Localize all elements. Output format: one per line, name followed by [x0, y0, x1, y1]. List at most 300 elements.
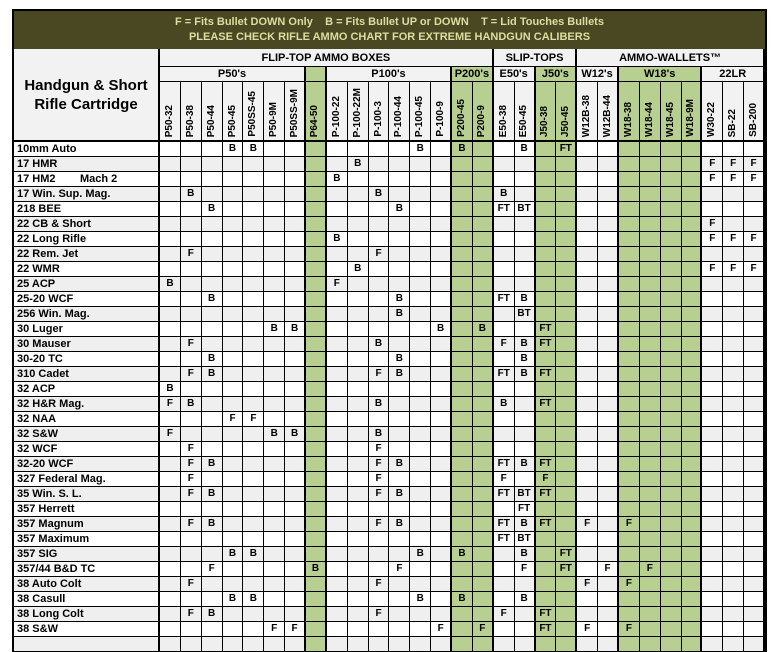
ammo-cell	[410, 607, 431, 622]
ammo-cell	[619, 502, 640, 517]
cartridge-row-label: 38 S&W	[14, 622, 160, 637]
ammo-cell	[577, 367, 598, 382]
ammo-cell	[348, 427, 369, 442]
ammo-cell	[494, 637, 515, 652]
ammo-cell	[619, 292, 640, 307]
ammo-cell	[306, 637, 327, 652]
ammo-cell	[577, 502, 598, 517]
ammo-cell	[306, 382, 327, 397]
ammo-cell	[431, 532, 452, 547]
ammo-cell	[223, 367, 244, 382]
ammo-cell	[556, 262, 577, 277]
ammo-cell	[223, 352, 244, 367]
ammo-cell	[556, 367, 577, 382]
ammo-cell: B	[515, 517, 536, 532]
ammo-cell	[682, 592, 703, 607]
ammo-cell	[640, 547, 661, 562]
ammo-cell: F	[744, 172, 765, 187]
ammo-cell	[369, 502, 390, 517]
ammo-cell	[577, 292, 598, 307]
ammo-cell	[640, 352, 661, 367]
ammo-cell	[389, 472, 410, 487]
cartridge-row-label: 327 Federal Mag.	[14, 472, 160, 487]
ammo-cell	[598, 217, 619, 232]
ammo-cell	[682, 577, 703, 592]
ammo-cell: BT	[515, 532, 536, 547]
ammo-cell: FT	[536, 397, 557, 412]
ammo-cell	[285, 382, 306, 397]
ammo-cell	[556, 322, 577, 337]
ammo-cell	[577, 217, 598, 232]
ammo-cell	[348, 172, 369, 187]
ammo-cell	[682, 202, 703, 217]
ammo-cell	[744, 292, 765, 307]
ammo-cell	[285, 292, 306, 307]
ammo-cell	[202, 172, 223, 187]
ammo-cell	[661, 187, 682, 202]
ammo-cell: FT	[494, 367, 515, 382]
ammo-cell	[682, 367, 703, 382]
subgroup-header: P50's	[160, 67, 306, 82]
ammo-cell	[348, 307, 369, 322]
ammo-cell	[577, 307, 598, 322]
ammo-cell	[285, 307, 306, 322]
group-header: AMMO-WALLETS™	[577, 49, 765, 67]
ammo-cell	[536, 502, 557, 517]
ammo-cell	[264, 397, 285, 412]
ammo-cell	[223, 202, 244, 217]
ammo-cell	[556, 292, 577, 307]
ammo-cell	[473, 217, 494, 232]
ammo-cell	[536, 307, 557, 322]
ammo-cell	[682, 607, 703, 622]
ammo-cell: F	[431, 622, 452, 637]
ammo-cell	[619, 382, 640, 397]
ammo-cell	[723, 337, 744, 352]
ammo-cell	[661, 487, 682, 502]
column-header-P-100-3: P-100-3	[369, 82, 390, 142]
ammo-cell	[327, 592, 348, 607]
ammo-cell	[515, 157, 536, 172]
ammo-cell	[452, 502, 473, 517]
ammo-cell	[640, 457, 661, 472]
ammo-cell	[389, 142, 410, 157]
ammo-cell	[640, 337, 661, 352]
ammo-cell	[181, 217, 202, 232]
ammo-cell	[452, 307, 473, 322]
ammo-cell	[494, 307, 515, 322]
ammo-cell	[369, 262, 390, 277]
cartridge-row-label: 30 Luger	[14, 322, 160, 337]
ammo-cell	[306, 187, 327, 202]
subgroup-header: E50's	[494, 67, 536, 82]
ammo-cell: F	[181, 517, 202, 532]
ammo-cell: F	[619, 517, 640, 532]
ammo-cell	[243, 607, 264, 622]
ammo-cell	[598, 457, 619, 472]
ammo-cell	[536, 352, 557, 367]
ammo-cell	[410, 457, 431, 472]
ammo-cell	[181, 322, 202, 337]
ammo-cell	[181, 532, 202, 547]
ammo-cell	[619, 172, 640, 187]
ammo-cell	[723, 217, 744, 232]
ammo-cell	[536, 232, 557, 247]
ammo-cell	[619, 247, 640, 262]
ammo-cell	[431, 232, 452, 247]
ammo-cell	[306, 142, 327, 157]
ammo-cell	[577, 532, 598, 547]
ammo-cell: F	[494, 607, 515, 622]
ammo-cell	[702, 187, 723, 202]
ammo-cell	[682, 322, 703, 337]
ammo-cell	[264, 187, 285, 202]
ammo-cell	[494, 262, 515, 277]
ammo-cell	[515, 262, 536, 277]
ammo-cell: B	[285, 322, 306, 337]
ammo-cell	[285, 637, 306, 652]
ammo-cell	[410, 637, 431, 652]
ammo-cell	[682, 517, 703, 532]
ammo-cell	[410, 412, 431, 427]
ammo-cell	[473, 577, 494, 592]
ammo-cell: B	[181, 187, 202, 202]
ammo-cell	[577, 187, 598, 202]
ammo-cell	[243, 337, 264, 352]
ammo-cell	[723, 412, 744, 427]
ammo-cell	[243, 322, 264, 337]
ammo-cell	[348, 577, 369, 592]
ammo-cell: B	[264, 322, 285, 337]
ammo-cell	[160, 292, 181, 307]
ammo-cell	[556, 412, 577, 427]
ammo-cell	[327, 457, 348, 472]
ammo-cell	[556, 457, 577, 472]
ammo-cell	[327, 157, 348, 172]
ammo-cell	[243, 307, 264, 322]
ammo-cell	[389, 337, 410, 352]
ammo-cell	[410, 472, 431, 487]
ammo-cell	[536, 562, 557, 577]
ammo-cell	[264, 487, 285, 502]
ammo-cell	[723, 592, 744, 607]
ammo-cell	[598, 472, 619, 487]
column-header-E50-45: E50-45	[515, 82, 536, 142]
column-header-SB-200: SB-200	[744, 82, 765, 142]
ammo-cell: B	[306, 562, 327, 577]
ammo-cell	[243, 457, 264, 472]
ammo-cell	[181, 172, 202, 187]
ammo-cell	[515, 277, 536, 292]
ammo-cell	[410, 442, 431, 457]
ammo-cell	[536, 262, 557, 277]
ammo-cell	[285, 262, 306, 277]
ammo-cell: F	[327, 277, 348, 292]
ammo-cell	[327, 577, 348, 592]
ammo-cell	[431, 292, 452, 307]
cartridge-row-label: 10mm Auto	[14, 142, 160, 157]
ammo-cell	[223, 232, 244, 247]
ammo-cell: FT	[494, 487, 515, 502]
ammo-cell	[473, 487, 494, 502]
ammo-cell: FT	[494, 292, 515, 307]
ammo-cell: B	[515, 292, 536, 307]
ammo-cell	[744, 547, 765, 562]
column-header-J50-38: J50-38	[536, 82, 557, 142]
ammo-cell	[452, 187, 473, 202]
ammo-cell	[327, 442, 348, 457]
ammo-cell	[306, 592, 327, 607]
cartridge-row-label: 32 NAA	[14, 412, 160, 427]
ammo-cell	[640, 232, 661, 247]
ammo-cell	[181, 637, 202, 652]
ammo-cell	[723, 202, 744, 217]
ammo-cell	[223, 442, 244, 457]
ammo-cell	[264, 547, 285, 562]
cartridge-row-label: 357 Maximum	[14, 532, 160, 547]
ammo-cell	[160, 502, 181, 517]
ammo-cell	[577, 202, 598, 217]
ammo-cell	[306, 337, 327, 352]
cartridge-row-label: 38 Long Colt	[14, 607, 160, 622]
cartridge-row-label: 32 H&R Mag.	[14, 397, 160, 412]
ammo-cell	[389, 547, 410, 562]
ammo-cell	[431, 472, 452, 487]
ammo-cell	[181, 382, 202, 397]
ammo-cell	[702, 622, 723, 637]
ammo-cell	[661, 397, 682, 412]
ammo-cell	[619, 187, 640, 202]
ammo-cell	[223, 487, 244, 502]
ammo-cell	[723, 562, 744, 577]
ammo-cell	[389, 427, 410, 442]
ammo-cell	[327, 337, 348, 352]
ammo-cell	[640, 442, 661, 457]
ammo-cell	[431, 157, 452, 172]
ammo-cell: B	[515, 457, 536, 472]
ammo-cell	[494, 547, 515, 562]
ammo-cell: B	[202, 517, 223, 532]
ammo-cell	[619, 217, 640, 232]
ammo-cell	[389, 592, 410, 607]
ammo-cell	[556, 157, 577, 172]
ammo-cell: F	[723, 232, 744, 247]
ammo-cell	[598, 622, 619, 637]
ammo-cell	[327, 202, 348, 217]
ammo-cell	[327, 502, 348, 517]
column-header-P50SS-45: P50SS-45	[243, 82, 264, 142]
column-header-P50-44: P50-44	[202, 82, 223, 142]
ammo-cell	[389, 277, 410, 292]
ammo-cell	[598, 487, 619, 502]
ammo-cell	[348, 277, 369, 292]
ammo-cell	[556, 517, 577, 532]
ammo-cell	[327, 322, 348, 337]
ammo-cell	[389, 607, 410, 622]
ammo-cell	[410, 262, 431, 277]
ammo-cell	[598, 277, 619, 292]
ammo-cell	[327, 307, 348, 322]
ammo-cell	[160, 547, 181, 562]
ammo-cell: F	[369, 517, 390, 532]
ammo-cell	[223, 292, 244, 307]
ammo-cell	[619, 457, 640, 472]
ammo-cell: F	[369, 457, 390, 472]
ammo-cell	[577, 157, 598, 172]
ammo-cell	[264, 457, 285, 472]
ammo-cell	[536, 412, 557, 427]
ammo-cell	[264, 607, 285, 622]
ammo-cell: B	[348, 262, 369, 277]
ammo-cell	[452, 262, 473, 277]
ammo-cell	[181, 352, 202, 367]
ammo-chart-table	[12, 9, 767, 652]
ammo-cell	[661, 607, 682, 622]
ammo-cell	[348, 322, 369, 337]
ammo-cell	[744, 397, 765, 412]
ammo-cell	[285, 397, 306, 412]
ammo-cell	[389, 622, 410, 637]
ammo-cell: F	[702, 262, 723, 277]
ammo-cell: F	[494, 472, 515, 487]
ammo-cell	[202, 502, 223, 517]
ammo-cell	[598, 547, 619, 562]
ammo-cell	[536, 532, 557, 547]
ammo-cell	[723, 277, 744, 292]
ammo-cell	[515, 637, 536, 652]
ammo-cell: FT	[494, 517, 515, 532]
ammo-cell	[306, 472, 327, 487]
ammo-cell	[202, 157, 223, 172]
ammo-cell: FT	[536, 337, 557, 352]
ammo-cell	[223, 322, 244, 337]
ammo-cell	[369, 322, 390, 337]
ammo-cell	[494, 622, 515, 637]
ammo-cell	[264, 142, 285, 157]
ammo-cell	[536, 157, 557, 172]
ammo-cell	[410, 562, 431, 577]
ammo-cell	[702, 307, 723, 322]
ammo-cell: B	[515, 592, 536, 607]
ammo-cell	[452, 472, 473, 487]
ammo-cell	[369, 412, 390, 427]
ammo-cell	[160, 202, 181, 217]
ammo-cell	[202, 277, 223, 292]
ammo-cell	[223, 397, 244, 412]
ammo-cell	[515, 607, 536, 622]
ammo-cell	[619, 157, 640, 172]
ammo-cell: F	[181, 577, 202, 592]
ammo-cell	[723, 532, 744, 547]
ammo-cell: FT	[556, 562, 577, 577]
ammo-cell	[598, 157, 619, 172]
ammo-cell	[556, 172, 577, 187]
ammo-cell	[515, 427, 536, 442]
ammo-cell	[515, 322, 536, 337]
ammo-cell	[431, 262, 452, 277]
ammo-cell	[202, 187, 223, 202]
ammo-cell	[327, 247, 348, 262]
ammo-cell	[285, 607, 306, 622]
ammo-cell	[744, 472, 765, 487]
ammo-cell	[723, 142, 744, 157]
ammo-cell	[473, 307, 494, 322]
ammo-cell	[494, 322, 515, 337]
ammo-cell	[702, 367, 723, 382]
ammo-cell: F	[285, 622, 306, 637]
ammo-cell: F	[515, 562, 536, 577]
ammo-cell	[410, 172, 431, 187]
ammo-cell: B	[202, 352, 223, 367]
ammo-cell	[515, 172, 536, 187]
column-header-E50-38: E50-38	[494, 82, 515, 142]
ammo-cell	[473, 352, 494, 367]
ammo-cell	[577, 247, 598, 262]
ammo-cell	[306, 502, 327, 517]
cartridge-row-label: 32-20 WCF	[14, 457, 160, 472]
ammo-cell	[181, 427, 202, 442]
ammo-cell	[515, 397, 536, 412]
ammo-cell	[494, 382, 515, 397]
ammo-cell	[264, 382, 285, 397]
ammo-cell: F	[223, 412, 244, 427]
ammo-cell: FT	[556, 142, 577, 157]
ammo-cell	[723, 547, 744, 562]
cartridge-row-label: 357 Herrett	[14, 502, 160, 517]
corner-line-2: Rifle Cartridge	[34, 95, 138, 113]
ammo-cell	[661, 532, 682, 547]
ammo-cell	[431, 202, 452, 217]
ammo-cell	[202, 637, 223, 652]
ammo-cell	[202, 442, 223, 457]
ammo-cell	[348, 187, 369, 202]
ammo-cell	[327, 532, 348, 547]
ammo-cell	[473, 532, 494, 547]
cartridge-row-label: 357/44 B&D TC	[14, 562, 160, 577]
ammo-cell	[598, 187, 619, 202]
ammo-cell	[556, 352, 577, 367]
ammo-cell	[327, 352, 348, 367]
ammo-cell	[410, 622, 431, 637]
ammo-cell	[682, 427, 703, 442]
ammo-cell: B	[202, 202, 223, 217]
ammo-cell	[598, 142, 619, 157]
ammo-cell	[577, 142, 598, 157]
ammo-cell: F	[181, 472, 202, 487]
ammo-cell	[744, 457, 765, 472]
ammo-cell: B	[223, 547, 244, 562]
ammo-cell	[369, 232, 390, 247]
ammo-cell	[577, 382, 598, 397]
ammo-cell	[160, 457, 181, 472]
ammo-cell	[306, 457, 327, 472]
ammo-cell	[431, 487, 452, 502]
legend-line-2: PLEASE CHECK RIFLE AMMO CHART FOR EXTREME HANDGUN CALIBERS	[188, 31, 591, 43]
column-header-P-100-22M: P-100-22M	[348, 82, 369, 142]
ammo-cell	[702, 487, 723, 502]
ammo-cell: B	[243, 547, 264, 562]
ammo-cell	[577, 457, 598, 472]
ammo-cell	[264, 502, 285, 517]
ammo-cell	[243, 382, 264, 397]
ammo-cell	[306, 277, 327, 292]
ammo-cell	[536, 292, 557, 307]
ammo-cell	[577, 487, 598, 502]
ammo-cell	[285, 337, 306, 352]
ammo-cell	[661, 562, 682, 577]
ammo-cell: F	[536, 472, 557, 487]
ammo-cell	[202, 262, 223, 277]
